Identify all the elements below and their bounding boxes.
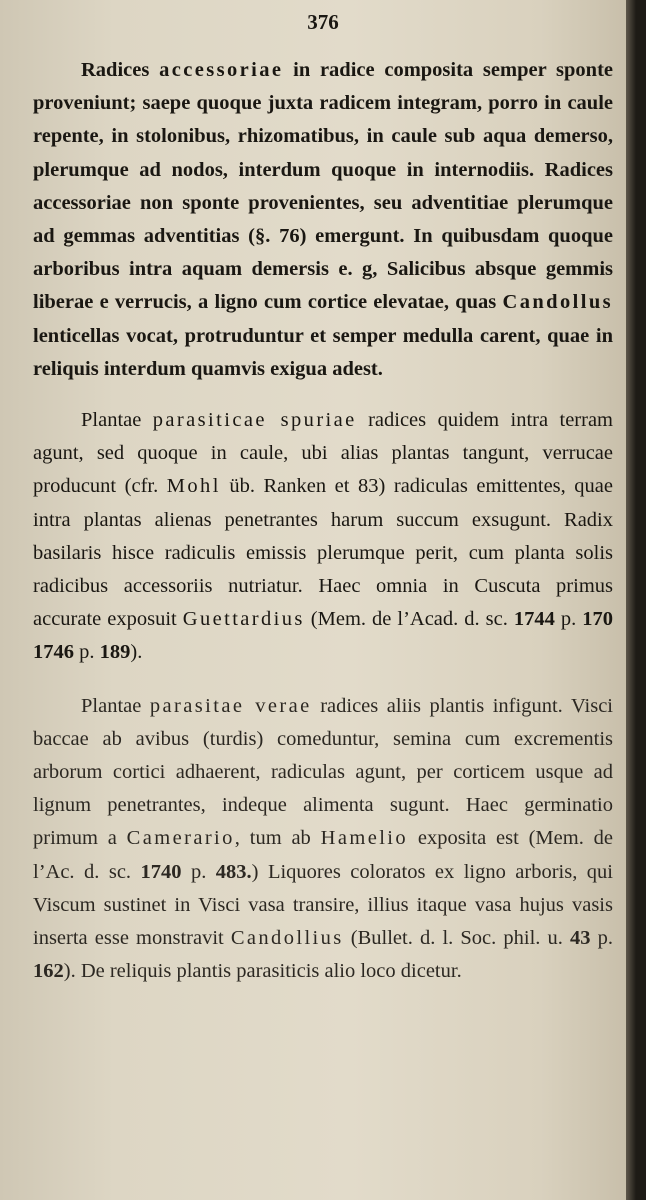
citation-number: 189 [99, 641, 131, 664]
citation-number: 170 1746 [33, 608, 614, 664]
spaced-term: accessoriae [159, 59, 284, 81]
text-run: p. [181, 860, 216, 883]
author-name: Camerario [126, 827, 235, 850]
text-run: lenticellas vocat, protruduntur et semper medulla carent, quae in reliquis interdum quamvis exigua adest. [33, 324, 613, 380]
text-run: radices aliis plantis infigunt. Visci baccae ab avibus (turdis) comeduntur, semina cum excrementis arborum cortici adhaerent, radiculas agunt, per corticem usque ad lignum penetrantes, indeque alimenta sugunt. Haec germinatio primum a [33, 694, 613, 850]
author-name: Hamelio [320, 827, 409, 850]
text-run: , tum ab [234, 827, 321, 850]
text-run: Plantae [81, 409, 153, 432]
spaced-term: parasitae verae [149, 694, 312, 717]
page-edge-shadow [626, 0, 636, 1200]
text-run: radices quidem intra terram agunt, sed quoque in caule, ubi alias plantas tangunt, verrucae producunt (cfr. [33, 409, 613, 498]
author-name: Guettardius [182, 608, 305, 631]
citation-year: 1740 [140, 860, 182, 883]
paragraph-plantae-parasiticae-spuriae [33, 404, 613, 670]
citation-number: 483. [215, 860, 252, 883]
citation-number: 162 [33, 960, 64, 983]
text-run: in radice composita semper sponte proveniunt; saepe quoque juxta radicem integram, porro in caule repente, in stolonibus, rhizomatibus, in caule sub aqua demerso, plerumque ad nodos, interdum quoque in internodiis. Radices accessoriae non sponte provenientes, seu adventitiae plerumque ad gemmas adventitias (§. 76) emergunt. In quibusdam quoque arboribus intra aquam demersis e. g, Salicibus absque gemmis liberae e verrucis, a ligno cum cortice elevatae, quas [33, 59, 614, 314]
paragraph-radices-accessoriae [33, 54, 613, 386]
text-run: Plantae [81, 694, 150, 717]
text-run: p. [74, 641, 100, 664]
paragraph-plantae-parasitae-verae [33, 690, 613, 989]
spaced-term: parasiticae spuriae [152, 409, 357, 432]
author-name: Mohl [166, 475, 221, 498]
text-run: (Mem. de l’Acad. d. sc. [304, 608, 514, 631]
citation-year: 1744 [513, 608, 555, 631]
text-run: (Bullet. d. l. Soc. phil. u. [343, 927, 570, 950]
author-name: Candollius [230, 927, 344, 950]
text-run: üb. Ranken et 83) radiculas emittentes, quae intra plantas alienas penetrantes harum succum exsugunt. Radix basilaris hisce radiculis emissis plerumque perit, cum planta solis radicibus accessoriis nutriatur. Haec omnia in Cuscuta primus accurate exposuit [33, 475, 614, 631]
text-run: ). [130, 641, 143, 664]
text-run: p. [590, 927, 613, 950]
text-run: ) Liquores coloratos ex ligno arboris, qui Viscum sustinet in Visci vasa transire, illius itaque vasa hujus vasis inserta esse monstravit [33, 860, 613, 950]
text-run: exposita est (Mem. de l’Ac. d. sc. [33, 827, 613, 883]
page-text-block [33, 4, 613, 988]
citation-number: 43 [570, 927, 591, 950]
text-run: ). De reliquis plantis parasiticis alio loco dicetur. [63, 960, 462, 983]
text-run: Radices [81, 59, 160, 81]
author-name: Candollus [502, 291, 613, 314]
text-run: p. [554, 608, 583, 631]
page-number: 376 [307, 10, 339, 34]
